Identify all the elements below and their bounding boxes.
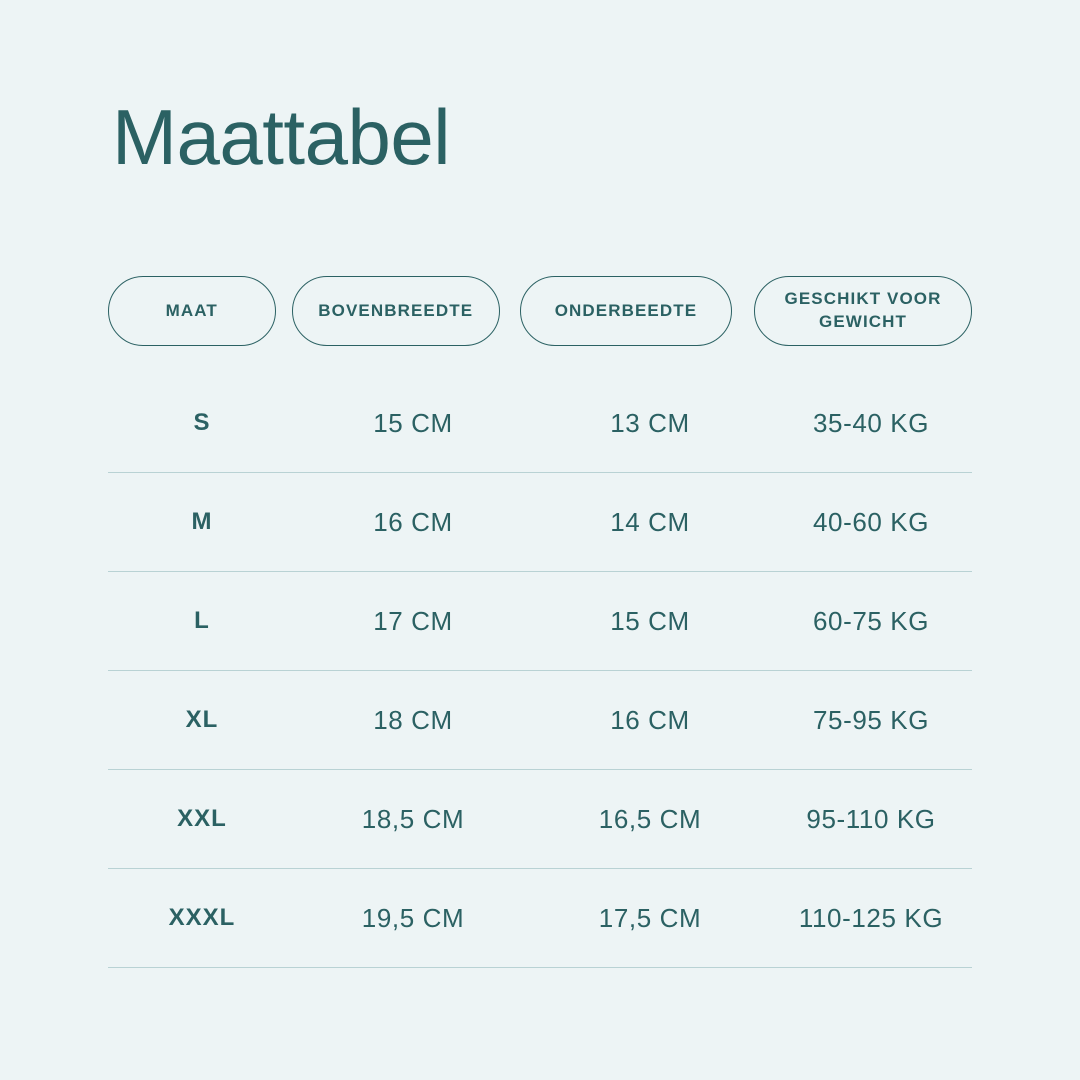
cell-gewicht: 35-40 KG (812, 407, 930, 438)
cell-bovenbreedte: 17 CM (373, 605, 453, 636)
cell-gewicht: 75-95 KG (812, 704, 930, 735)
size-table (108, 276, 972, 968)
table-row (108, 572, 972, 671)
cell-bovenbreedte: 16 CM (373, 506, 453, 537)
page-title: Maattabel (112, 93, 451, 181)
column-header-onderbeedte: ONDERBEEDTE (520, 276, 732, 346)
cell-gewicht: 60-75 KG (812, 605, 930, 636)
column-header-maat: MAAT (108, 276, 276, 346)
table-row (108, 473, 972, 572)
table-body (108, 374, 972, 968)
table-row (108, 374, 972, 473)
cell-size: M (191, 508, 213, 535)
cell-onderbeedte: 13 CM (610, 407, 690, 438)
cell-gewicht: 40-60 KG (812, 506, 930, 537)
cell-size: S (193, 409, 211, 436)
cell-onderbeedte: 17,5 CM (598, 902, 702, 933)
cell-gewicht: 95-110 KG (806, 803, 936, 834)
cell-onderbeedte: 16,5 CM (598, 803, 702, 834)
table-row (108, 869, 972, 968)
cell-size: L (194, 607, 210, 634)
cell-onderbeedte: 16 CM (610, 704, 690, 735)
cell-size: XXL (177, 805, 227, 832)
cell-gewicht: 110-125 KG (798, 902, 944, 933)
cell-bovenbreedte: 18,5 CM (361, 803, 465, 834)
column-header-bovenbreedte: BOVENBREEDTE (292, 276, 500, 346)
column-header-geschikt-voor-gewicht: GESCHIKT VOOR GEWICHT (754, 276, 972, 346)
table-header-row (108, 276, 972, 346)
cell-bovenbreedte: 18 CM (373, 704, 453, 735)
cell-size: XL (185, 706, 219, 733)
cell-bovenbreedte: 19,5 CM (361, 902, 465, 933)
table-row (108, 671, 972, 770)
table-row (108, 770, 972, 869)
cell-onderbeedte: 14 CM (610, 506, 690, 537)
cell-onderbeedte: 15 CM (610, 605, 690, 636)
cell-bovenbreedte: 15 CM (373, 407, 453, 438)
cell-size: XXXL (168, 904, 236, 931)
